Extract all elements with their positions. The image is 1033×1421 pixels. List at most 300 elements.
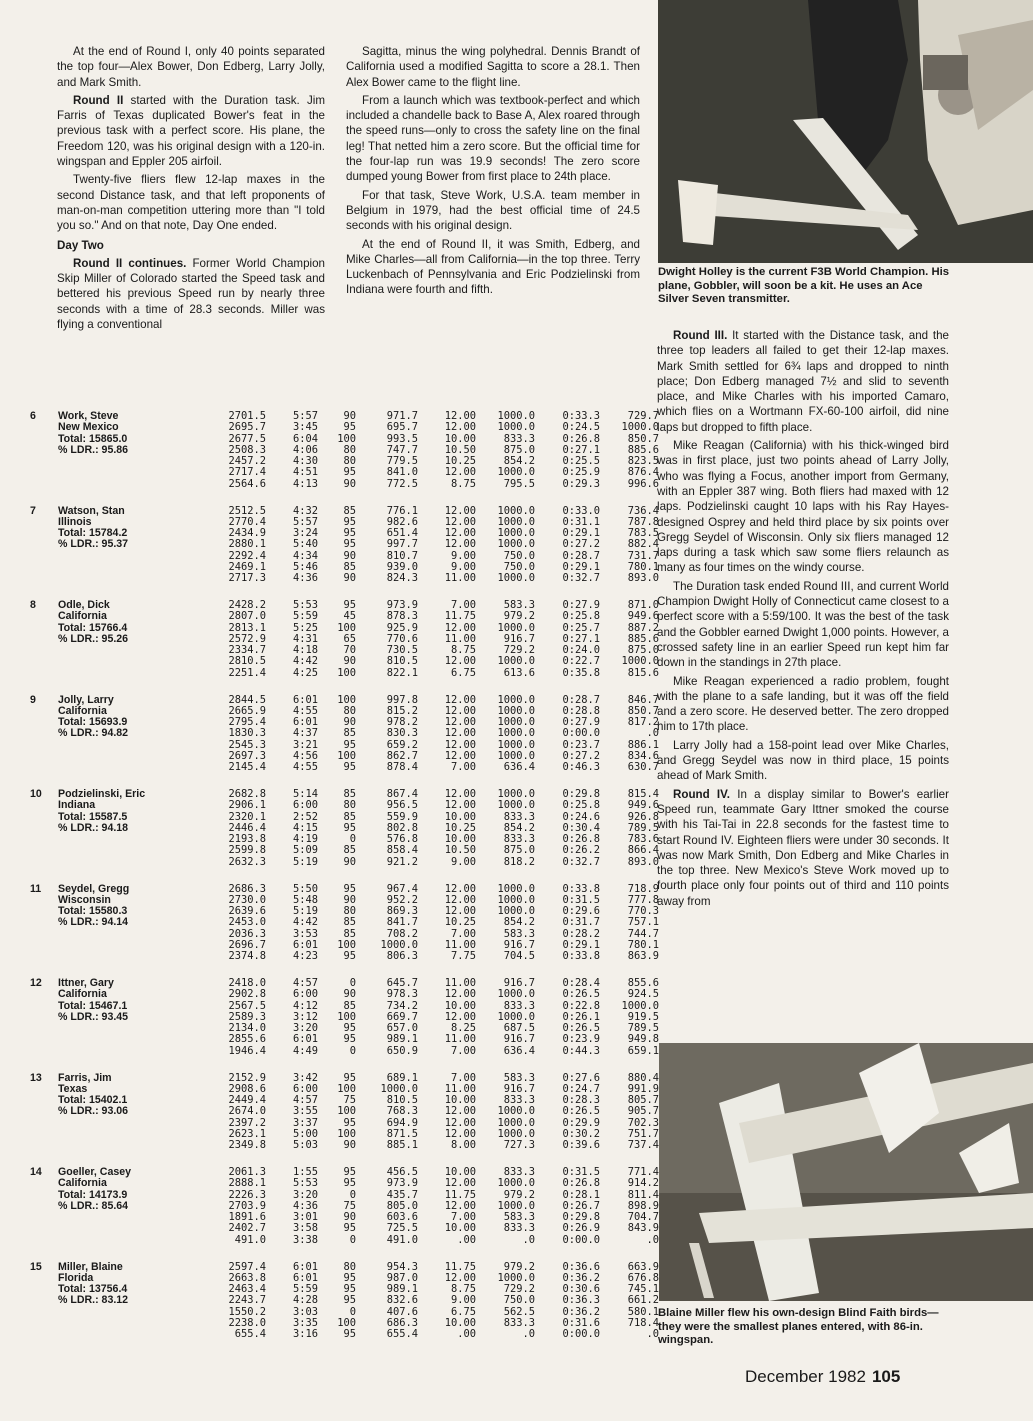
- table-cell: 1000.0: [497, 572, 535, 585]
- table-cell: 3:01: [292, 1211, 318, 1224]
- table-cell: 0:44.3: [562, 1044, 600, 1057]
- table-cell: 11.00: [444, 977, 476, 989]
- table-cell: 5:00: [292, 1127, 318, 1140]
- pilot-state: California: [58, 988, 107, 1001]
- table-cell: .00: [457, 1328, 476, 1341]
- table-cell: 4:36: [292, 572, 318, 585]
- table-cell: 12.00: [444, 738, 476, 751]
- table-cell: 866.4: [627, 844, 659, 857]
- score-rows: [30, 410, 659, 490]
- table-cell: 11.00: [444, 1082, 476, 1095]
- table-cell: 4:37: [292, 727, 318, 740]
- table-cell: 0:26.5: [562, 1105, 600, 1118]
- table-cell: 562.5: [503, 1305, 535, 1318]
- table-cell: 12.00: [444, 799, 476, 812]
- table-cell: 2449.4: [228, 1094, 266, 1107]
- table-cell: 2446.4: [228, 821, 266, 834]
- table-cell: 2453.0: [228, 916, 266, 929]
- table-cell: 661.2: [627, 1294, 659, 1307]
- table-cell: 0:39.6: [562, 1139, 600, 1152]
- paragraph-text: Former World Champion Skip Miller of Colorado started the Speed task and bettered his previous Speed run by nearly three seconds with a time of 28.3 seconds. Miller was flying a conventional: [57, 256, 325, 332]
- table-cell: 2564.6: [228, 477, 266, 490]
- table-cell: 95: [343, 1177, 356, 1190]
- table-cell: 80: [343, 1260, 356, 1273]
- table-cell: 95: [343, 515, 356, 528]
- table-cell: 997.8: [386, 693, 418, 706]
- table-cell: 833.3: [503, 1316, 535, 1329]
- page-footer: [745, 1367, 900, 1387]
- table-cell: 2770.4: [228, 515, 266, 528]
- table-cell: 0:23.9: [562, 1033, 600, 1046]
- pilot-name: Podzielinski, Eric: [58, 788, 146, 800]
- table-cell: 871.0: [627, 599, 659, 611]
- pilot-ldr: % LDR.: 94.82: [58, 727, 129, 740]
- table-cell: 5:53: [292, 1177, 318, 1190]
- table-cell: 613.6: [503, 666, 535, 679]
- table-cell: 0:25.7: [562, 621, 600, 634]
- table-cell: 893.0: [627, 572, 659, 585]
- table-cell: 85: [343, 999, 356, 1012]
- table-cell: 0:31.6: [562, 1316, 600, 1329]
- table-cell: 3:45: [292, 421, 318, 434]
- table-cell: 580.1: [627, 1305, 659, 1318]
- table-cell: 7.00: [450, 599, 476, 611]
- table-cell: 657.0: [386, 1022, 418, 1035]
- photo-blaine-miller-planes: [659, 1043, 1033, 1301]
- pilot-total: Total: 13756.4: [58, 1283, 128, 1296]
- table-cell: 805.0: [386, 1199, 418, 1212]
- table-cell: 4:13: [292, 477, 318, 490]
- table-cell: 80: [343, 905, 356, 918]
- table-cell: 5:40: [292, 538, 318, 551]
- table-cell: 0:29.1: [562, 938, 600, 951]
- table-cell: 12.00: [444, 1127, 476, 1140]
- table-cell: 1000.0: [497, 799, 535, 812]
- table-cell: 5:59: [292, 1283, 318, 1296]
- table-cell: 1000.0: [497, 527, 535, 540]
- table-cell: 1:55: [292, 1166, 318, 1178]
- table-row: [30, 1105, 659, 1118]
- table-cell: 435.7: [386, 1188, 418, 1201]
- table-cell: 75: [343, 1199, 356, 1212]
- article-paragraph: [657, 438, 949, 576]
- table-cell: 2457.2: [228, 455, 266, 468]
- table-cell: 0:29.1: [562, 560, 600, 573]
- table-cell: 2908.6: [228, 1082, 266, 1095]
- table-cell: 90: [343, 1139, 356, 1152]
- table-cell: 3:55: [292, 1105, 318, 1118]
- table-cell: 7.75: [450, 950, 476, 963]
- table-cell: 0:32.7: [562, 572, 600, 585]
- table-cell: 5:25: [292, 621, 318, 634]
- table-cell: 3:42: [292, 1071, 318, 1084]
- paragraph-text: From a launch which was textbook-perfect and which included a chandelle back to Base A, Alex roared through the speed runs—only to cross the safety line on the final leg! That netted him a zero score. But the official time for the four-lap run was 19.9 seconds! The zero score dumped young Bower from first place to 24th place.: [346, 93, 640, 184]
- table-cell: 645.7: [386, 977, 418, 989]
- article-paragraph: [657, 738, 949, 784]
- table-cell: 100: [337, 621, 356, 634]
- table-cell: 4:28: [292, 1294, 318, 1307]
- table-cell: 669.7: [386, 1010, 418, 1023]
- table-cell: 0:32.7: [562, 855, 600, 868]
- pilot-rank: 7: [30, 504, 36, 517]
- table-cell: 1550.2: [228, 1305, 266, 1318]
- table-cell: 3:21: [292, 738, 318, 751]
- table-row: [30, 644, 659, 657]
- pilot-name: Goeller, Casey: [58, 1166, 132, 1178]
- table-cell: 2434.9: [228, 527, 266, 540]
- table-row: [30, 572, 659, 585]
- table-cell: 833.3: [503, 810, 535, 823]
- table-cell: 85: [343, 727, 356, 740]
- table-cell: 833.3: [503, 1222, 535, 1235]
- table-cell: 4:12: [292, 999, 318, 1012]
- table-cell: 636.4: [503, 761, 535, 774]
- pilot-name: Miller, Blaine: [58, 1260, 123, 1273]
- table-cell: 11.00: [444, 572, 476, 585]
- article-paragraph: [657, 328, 949, 435]
- table-cell: 90: [343, 549, 356, 562]
- table-cell: 833.3: [503, 432, 535, 445]
- table-cell: 1000.0: [497, 704, 535, 717]
- table-cell: 95: [343, 1283, 356, 1296]
- table-cell: 659.2: [386, 738, 418, 751]
- article-paragraph: [346, 93, 640, 185]
- table-cell: .0: [646, 1328, 659, 1341]
- table-cell: 2682.8: [228, 788, 266, 800]
- table-cell: 6:01: [292, 1033, 318, 1046]
- table-row: [30, 599, 659, 611]
- table-cell: 770.3: [627, 905, 659, 918]
- score-rows: [30, 1071, 659, 1152]
- table-cell: 0:24.0: [562, 644, 600, 657]
- table-cell: 2810.5: [228, 655, 266, 668]
- table-cell: 2349.8: [228, 1139, 266, 1152]
- table-cell: 650.9: [386, 1044, 418, 1057]
- table-cell: 2813.1: [228, 621, 266, 634]
- table-cell: 916.7: [503, 938, 535, 951]
- table-cell: 2599.8: [228, 844, 266, 857]
- score-rows: [30, 882, 659, 963]
- table-row: [30, 504, 659, 517]
- table-cell: 989.1: [386, 1033, 418, 1046]
- score-rows: [30, 1260, 659, 1341]
- table-cell: 7.00: [450, 1071, 476, 1084]
- paragraph-lead: Round III.: [673, 329, 728, 342]
- table-cell: 407.6: [386, 1305, 418, 1318]
- table-cell: 80: [343, 799, 356, 812]
- table-cell: 2888.1: [228, 1177, 266, 1190]
- table-cell: 818.2: [503, 855, 535, 868]
- table-cell: 100: [337, 1082, 356, 1095]
- paragraph-text: In a display similar to Bower's earlier Speed run, teammate Gary Ittner smoked the course with his Tai-Tai in 22.8 seconds for the fastest time to start Round IV. Eighteen fliers were under 30 seconds. It was now Mark Smith, Don Edberg and Mike Charles in the top three. New Mexico's Steve Work moved up to fourth place only four points out of third and 110 points away from: [657, 787, 949, 908]
- table-cell: 0:29.6: [562, 905, 600, 918]
- photo-blaine-miller-planes-image: [659, 1043, 1033, 1301]
- table-cell: 0:22.7: [562, 655, 600, 668]
- table-cell: 1000.0: [497, 988, 535, 1001]
- issue-date: December 1982: [745, 1367, 866, 1386]
- table-cell: 729.2: [503, 1283, 535, 1296]
- table-row: [30, 1044, 659, 1057]
- table-cell: 491.0: [386, 1233, 418, 1246]
- pilot-ldr: % LDR.: 93.06: [58, 1105, 129, 1118]
- table-cell: 4:23: [292, 950, 318, 963]
- table-cell: 1000.0: [497, 1177, 535, 1190]
- table-cell: 979.2: [503, 1188, 535, 1201]
- table-cell: 919.5: [627, 1010, 659, 1023]
- table-row: [30, 1222, 659, 1235]
- table-cell: 731.7: [627, 549, 659, 562]
- table-cell: .0: [522, 1233, 535, 1246]
- table-cell: 12.00: [444, 1105, 476, 1118]
- table-cell: 95: [343, 882, 356, 895]
- table-cell: 1000.0: [497, 421, 535, 434]
- table-row: [30, 810, 659, 823]
- table-cell: 2512.5: [228, 504, 266, 517]
- table-cell: 815.2: [386, 704, 418, 717]
- table-cell: 2795.4: [228, 716, 266, 729]
- table-row: [30, 421, 659, 434]
- table-cell: 0:26.9: [562, 1222, 600, 1235]
- table-cell: 2567.5: [228, 999, 266, 1012]
- table-cell: 100: [337, 1316, 356, 1329]
- table-cell: 905.7: [627, 1105, 659, 1118]
- table-cell: 456.5: [386, 1166, 418, 1178]
- table-cell: 702.3: [627, 1116, 659, 1129]
- table-cell: 772.5: [386, 477, 418, 490]
- table-row: [30, 799, 659, 812]
- table-cell: 997.7: [386, 538, 418, 551]
- table-cell: 2695.7: [228, 421, 266, 434]
- table-cell: 583.3: [503, 599, 535, 611]
- table-cell: 810.5: [386, 1094, 418, 1107]
- table-cell: 737.4: [627, 1139, 659, 1152]
- table-cell: 95: [343, 599, 356, 611]
- table-cell: 1000.0: [497, 905, 535, 918]
- table-cell: 12.00: [444, 727, 476, 740]
- table-cell: 0:29.8: [562, 1211, 600, 1224]
- table-row: [30, 833, 659, 846]
- table-cell: 7.00: [450, 1044, 476, 1057]
- table-cell: 12.00: [444, 749, 476, 762]
- table-row: [30, 938, 659, 951]
- pilot-rank: 14: [30, 1166, 42, 1178]
- table-cell: 2397.2: [228, 1116, 266, 1129]
- table-row: [30, 1260, 659, 1273]
- table-cell: 12.00: [444, 788, 476, 800]
- table-row: [30, 704, 659, 717]
- table-cell: 95: [343, 421, 356, 434]
- table-cell: .00: [457, 1233, 476, 1246]
- table-cell: 0:33.3: [562, 410, 600, 422]
- table-cell: 1000.0: [380, 1082, 418, 1095]
- table-cell: 0:30.2: [562, 1127, 600, 1140]
- article-paragraph: [346, 237, 640, 298]
- pilot-ldr: % LDR.: 94.14: [58, 916, 129, 929]
- table-cell: 6:00: [292, 799, 318, 812]
- table-cell: 1000.0: [497, 893, 535, 906]
- table-cell: 5:19: [292, 855, 318, 868]
- table-cell: 954.3: [386, 1260, 418, 1273]
- table-cell: 0:46.3: [562, 761, 600, 774]
- table-cell: 1000.0: [621, 421, 659, 434]
- table-cell: 85: [343, 810, 356, 823]
- table-cell: 780.1: [627, 560, 659, 573]
- table-cell: 7.00: [450, 927, 476, 940]
- table-cell: 4:32: [292, 504, 318, 517]
- table-cell: 744.7: [627, 927, 659, 940]
- table-cell: 2402.7: [228, 1222, 266, 1235]
- table-cell: 0:29.9: [562, 1116, 600, 1129]
- table-cell: 3:16: [292, 1328, 318, 1341]
- table-cell: 2469.1: [228, 560, 266, 573]
- table-cell: .0: [646, 1233, 659, 1246]
- table-cell: 9.00: [450, 549, 476, 562]
- table-cell: 4:49: [292, 1044, 318, 1057]
- table-cell: 833.3: [503, 1094, 535, 1107]
- table-cell: 4:31: [292, 632, 318, 645]
- table-cell: 0: [349, 1044, 356, 1057]
- pilot-name: Odle, Dick: [58, 599, 110, 611]
- table-cell: 12.00: [444, 421, 476, 434]
- table-cell: 875.0: [627, 644, 659, 657]
- table-cell: 0:30.4: [562, 821, 600, 834]
- table-cell: 1000.0: [621, 999, 659, 1012]
- table-cell: 1000.0: [497, 1010, 535, 1023]
- table-cell: 2292.4: [228, 549, 266, 562]
- table-row: [30, 950, 659, 963]
- table-cell: 687.5: [503, 1022, 535, 1035]
- table-cell: 0:25.5: [562, 455, 600, 468]
- table-cell: 5:50: [292, 882, 318, 895]
- table-cell: 12.00: [444, 1177, 476, 1190]
- table-cell: 2463.4: [228, 1283, 266, 1296]
- table-cell: 4:36: [292, 1199, 318, 1212]
- table-cell: 810.7: [386, 549, 418, 562]
- table-cell: 1000.0: [497, 1127, 535, 1140]
- pilot-entry: [30, 1166, 659, 1262]
- table-cell: 824.3: [386, 572, 418, 585]
- table-cell: 862.7: [386, 749, 418, 762]
- table-row: [30, 844, 659, 857]
- table-row: [30, 821, 659, 834]
- table-row: [30, 1082, 659, 1095]
- pilot-state: New Mexico: [58, 421, 119, 434]
- table-cell: 11.00: [444, 938, 476, 951]
- pilot-entry: [30, 599, 659, 695]
- table-cell: 10.00: [444, 1166, 476, 1178]
- pilot-rank: 8: [30, 599, 36, 611]
- table-cell: 7.00: [450, 1211, 476, 1224]
- table-cell: 1000.0: [497, 504, 535, 517]
- pilot-ldr: % LDR.: 95.26: [58, 632, 129, 645]
- table-cell: 2374.8: [228, 950, 266, 963]
- table-cell: 10.00: [444, 432, 476, 445]
- score-rows: [30, 977, 659, 1057]
- table-cell: 12.00: [444, 1199, 476, 1212]
- table-cell: 833.3: [503, 999, 535, 1012]
- table-cell: 0:27.1: [562, 632, 600, 645]
- table-cell: 4:56: [292, 749, 318, 762]
- article-paragraph: [657, 674, 949, 735]
- table-row: [30, 882, 659, 895]
- table-row: [30, 477, 659, 490]
- pilot-ldr: % LDR.: 94.18: [58, 821, 129, 834]
- table-cell: 80: [343, 443, 356, 456]
- table-cell: 2665.9: [228, 704, 266, 717]
- table-cell: 10.25: [444, 916, 476, 929]
- table-cell: 833.3: [503, 1166, 535, 1178]
- table-cell: 3:53: [292, 927, 318, 940]
- table-cell: 750.0: [503, 1294, 535, 1307]
- table-cell: 1946.4: [228, 1044, 266, 1057]
- table-cell: 0: [349, 833, 356, 846]
- table-row: [30, 666, 659, 679]
- table-cell: 956.5: [386, 799, 418, 812]
- table-cell: .0: [646, 727, 659, 740]
- table-cell: 832.6: [386, 1294, 418, 1307]
- table-row: [30, 621, 659, 634]
- table-cell: 0:29.8: [562, 788, 600, 800]
- table-cell: 2226.3: [228, 1188, 266, 1201]
- table-cell: 0: [349, 977, 356, 989]
- pilot-ldr: % LDR.: 85.64: [58, 1199, 129, 1212]
- table-cell: 815.6: [627, 666, 659, 679]
- table-cell: 0:33.0: [562, 504, 600, 517]
- score-rows: [30, 788, 659, 868]
- table-cell: 967.4: [386, 882, 418, 895]
- table-cell: 10.00: [444, 1094, 476, 1107]
- table-cell: 90: [343, 988, 356, 1001]
- table-cell: 676.8: [627, 1271, 659, 1284]
- table-cell: 100: [337, 432, 356, 445]
- table-cell: 815.4: [627, 788, 659, 800]
- table-row: [30, 749, 659, 762]
- table-cell: 491.0: [234, 1233, 266, 1246]
- table-row: [30, 1033, 659, 1046]
- table-cell: 2686.3: [228, 882, 266, 895]
- table-row: [30, 527, 659, 540]
- table-cell: 2717.3: [228, 572, 266, 585]
- table-cell: 704.5: [503, 950, 535, 963]
- pilot-state: California: [58, 610, 107, 623]
- table-cell: 2697.3: [228, 749, 266, 762]
- pilot-total: Total: 15693.9: [58, 716, 128, 729]
- table-row: [30, 916, 659, 929]
- table-cell: 2807.0: [228, 610, 266, 623]
- table-cell: 8.75: [450, 1283, 476, 1296]
- table-cell: 11.00: [444, 1033, 476, 1046]
- pilot-total: Total: 15865.0: [58, 432, 128, 445]
- table-cell: 583.3: [503, 927, 535, 940]
- table-cell: 2597.4: [228, 1260, 266, 1273]
- table-cell: 85: [343, 560, 356, 573]
- table-cell: 0:29.1: [562, 527, 600, 540]
- table-cell: 757.1: [627, 916, 659, 929]
- table-cell: 1000.0: [497, 716, 535, 729]
- table-cell: 1000.0: [497, 788, 535, 800]
- table-cell: 0:25.9: [562, 466, 600, 479]
- table-cell: 783.6: [627, 833, 659, 846]
- table-cell: 12.00: [444, 716, 476, 729]
- table-cell: 952.2: [386, 893, 418, 906]
- paragraph-text: started with the Duration task. Jim Farris of Texas duplicated Bower's feat in the previous task with a perfect score. His plane, the Freedom 120, was his original design with a 120-in. wingspan and Eppler 205 airfoil.: [57, 93, 325, 169]
- table-cell: 0:28.7: [562, 549, 600, 562]
- table-cell: 871.5: [386, 1127, 418, 1140]
- table-cell: 810.5: [386, 655, 418, 668]
- table-cell: 843.9: [627, 1222, 659, 1235]
- table-cell: 5:59: [292, 610, 318, 623]
- pilot-entry: [30, 410, 659, 506]
